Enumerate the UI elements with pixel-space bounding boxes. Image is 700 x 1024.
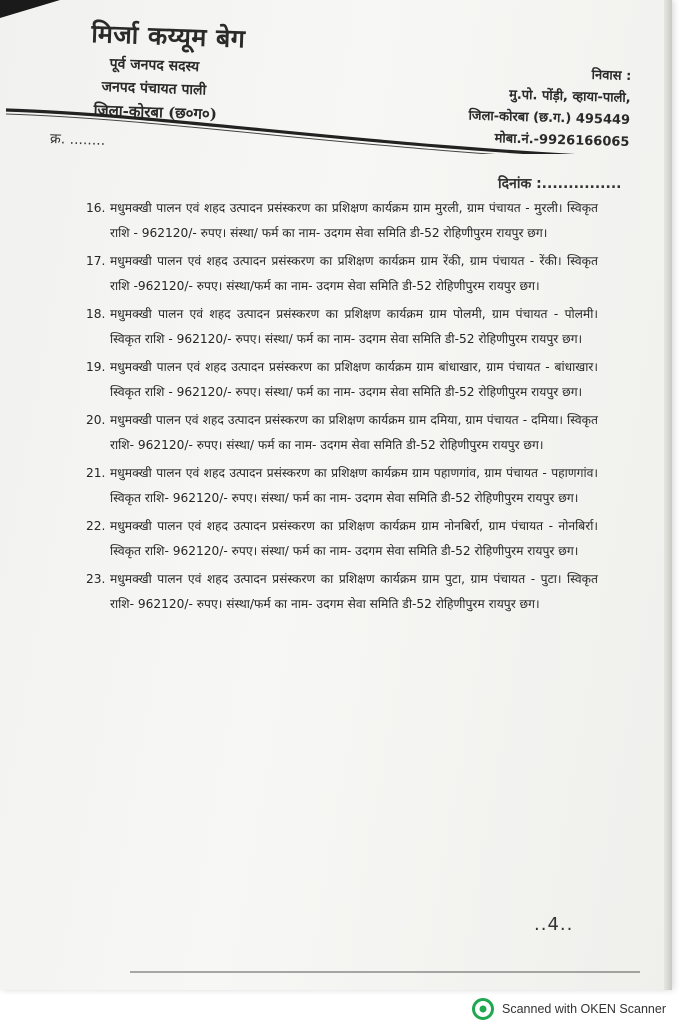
list-item <box>86 302 598 352</box>
footer-divider <box>130 970 640 974</box>
list-item <box>86 567 598 617</box>
scanner-watermark <box>472 998 666 1020</box>
list-item-text: मधुमक्खी पालन एवं शहद उत्पादन प्रसंस्करण का प्रशिक्षण कार्यक्रम ग्राम दमिया, ग्राम पंचायत - दमिया। स्विकृत राशि- 962120/- रुपए। संस्था/ फर्म का नाम- उदगम सेवा समिति डी-52 रोहिणीपुरम रायपुर छग। <box>110 413 598 452</box>
sender-designation: पूर्व जनपद सदस्य <box>109 55 200 76</box>
list-item-number: 23. <box>86 572 106 586</box>
list-item-number: 16. <box>86 201 106 215</box>
page-number: ..4.. <box>534 914 574 935</box>
reference-number: क्र. ........ <box>49 131 106 149</box>
list-item <box>86 408 598 458</box>
list-item-number: 17. <box>86 254 106 268</box>
residence-label: निवास : <box>591 67 632 84</box>
sender-name: मिर्जा कय्यूम बेग <box>90 18 246 54</box>
list-item-text: मधुमक्खी पालन एवं शहद उत्पादन प्रसंस्करण का प्रशिक्षण कार्यक्रम ग्राम पोलमी, ग्राम पंचायत - पोलमी। स्विकृत राशि - 962120/- रुपए। संस्था/ फर्म का नाम- उदगम सेवा समिति डी-52 रोहिणीपुरम रायपुर छग। <box>110 307 598 346</box>
list-item <box>86 249 598 299</box>
corner-shadow <box>0 0 60 18</box>
document-body <box>86 196 598 620</box>
address-line-2: जिला-कोरबा (छ.ग.) 495449 <box>468 108 631 128</box>
list-item-text: मधुमक्खी पालन एवं शहद उत्पादन प्रसंस्करण का प्रशिक्षण कार्यक्रम ग्राम नोनबिर्रा, ग्राम पंचायत - नोनबिर्रा। स्विकृत राशि- 962120/- रुपए। संस्था/ फर्म का नाम- उदगम सेवा समिति डी-52 रोहिणीपुरम रायपुर छग। <box>110 519 598 558</box>
sender-office: जनपद पंचायत पाली <box>101 78 207 99</box>
list-item-number: 22. <box>86 519 106 533</box>
list-item-number: 21. <box>86 466 106 480</box>
oken-scanner-logo-icon <box>472 998 494 1020</box>
letterhead-sender <box>90 16 246 124</box>
list-item-number: 20. <box>86 413 106 427</box>
list-item <box>86 514 598 564</box>
list-item-number: 19. <box>86 360 106 374</box>
list-item-text: मधुमक्खी पालन एवं शहद उत्पादन प्रसंस्करण का प्रशिक्षण कार्यक्रम ग्राम रेंकी, ग्राम पंचायत - रेंकी। स्विकृत राशि -962120/- रुपए। संस्था/फर्म का नाम- उदगम सेवा समिति डी-52 रोहिणीपुरम रायपुर छग। <box>110 254 598 293</box>
list-item-text: मधुमक्खी पालन एवं शहद उत्पादन प्रसंस्करण का प्रशिक्षण कार्यक्रम ग्राम मुरली, ग्राम पंचायत - मुरली। स्विकृत राशि - 962120/- रुपए। संस्था/ फर्म का नाम- उदगम सेवा समिति डी-52 रोहिणीपुरम रायपुर छग। <box>110 201 598 240</box>
list-item-text: मधुमक्खी पालन एवं शहद उत्पादन प्रसंस्करण का प्रशिक्षण कार्यक्रम ग्राम पुटा, ग्राम पंचायत - पुटा। स्विकृत राशि- 962120/- रुपए। संस्था/फर्म का नाम- उदगम सेवा समिति डी-52 रोहिणीपुरम रायपुर छग। <box>110 572 598 611</box>
date-field: दिनांक :............... <box>498 176 622 192</box>
list-item <box>86 355 598 405</box>
scanner-label: Scanned with OKEN Scanner <box>502 1002 666 1016</box>
list-item-text: मधुमक्खी पालन एवं शहद उत्पादन प्रसंस्करण का प्रशिक्षण कार्यक्रम ग्राम पहाणगांव, ग्राम पंचायत - पहाणगांव। स्विकृत राशि- 962120/- रुपए। संस्था/ फर्म का नाम- उदगम सेवा समिति डी-52 रोहिणीपुरम रायपुर छग। <box>110 466 598 505</box>
sender-district: जिला-कोरबा (छ०ग०) <box>93 100 218 124</box>
address-line-1: मु.पो. पोंड़ी, व्हाया-पाली, <box>509 87 632 106</box>
list-item <box>86 196 598 246</box>
list-item <box>86 461 598 511</box>
list-item-text: मधुमक्खी पालन एवं शहद उत्पादन प्रसंस्करण का प्रशिक्षण कार्यक्रम ग्राम बांधाखार, ग्राम पंचायत - बांधाखार। स्विकृत राशि - 962120/- रुपए। संस्था/ फर्म का नाम- उदगम सेवा समिति डी-52 रोहिणीपुरम रायपुर छग। <box>110 360 598 399</box>
list-item-number: 18. <box>86 307 106 321</box>
mobile-number: मोबा.नं.-9926166065 <box>494 131 631 150</box>
